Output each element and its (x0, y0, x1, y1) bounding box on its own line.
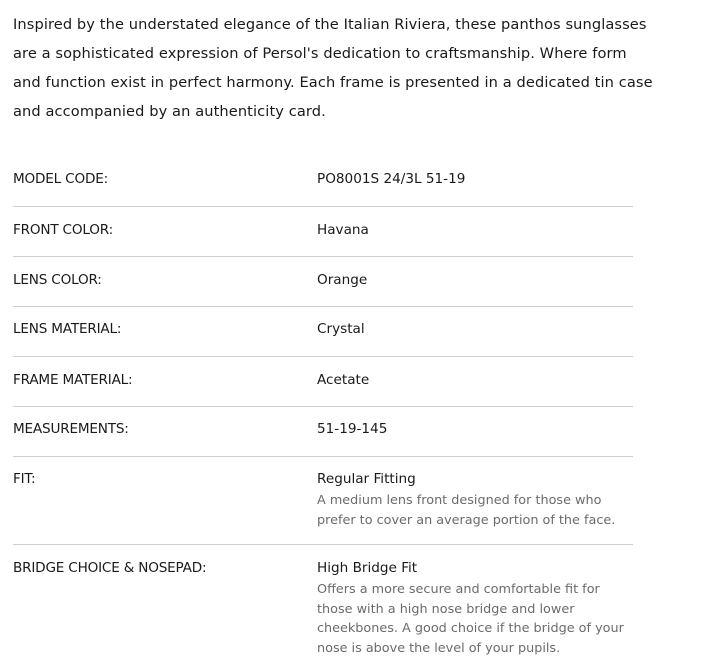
product-description: Inspired by the understated elegance of the Italian Riviera, these panthos sunglasses are a sophisticated expression of Persol's dedication to craftsmanship. Where form and function exist in perfect harmony. Each frame is presented in a dedicated tin case and accompanied by an authenticity card. (13, 16, 653, 120)
spec-label: FRAME MATERIAL: (13, 372, 133, 388)
spec-value: Orange (317, 272, 368, 288)
spec-row-measurements (13, 407, 633, 457)
spec-label: LENS MATERIAL: (13, 321, 122, 337)
spec-label: BRIDGE CHOICE & NOSEPAD: (13, 560, 207, 576)
spec-label: MEASUREMENTS: (13, 421, 129, 437)
spec-row-lens-color (13, 257, 633, 307)
spec-value: PO8001S 24/3L 51-19 (317, 171, 466, 187)
spec-row-front-color (13, 207, 633, 257)
spec-value: Havana (317, 222, 369, 238)
spec-value: 51-19-145 (317, 421, 388, 437)
spec-value (317, 471, 627, 530)
spec-row-lens-material (13, 307, 633, 357)
product-specs-table (13, 157, 633, 663)
spec-row-fit (13, 457, 633, 545)
spec-row-frame-material (13, 357, 633, 407)
spec-value (317, 560, 627, 658)
spec-label: FRONT COLOR: (13, 222, 113, 238)
spec-label: FIT: (13, 471, 36, 487)
spec-value: Crystal (317, 321, 365, 337)
spec-row-bridge-choice (13, 545, 633, 663)
spec-detail: Offers a more secure and comfortable fit for those with a high nose bridge and lower cheekbones. A good choice if the bridge of your nose is above the level of your pupils. (317, 582, 624, 656)
spec-label: LENS COLOR: (13, 272, 102, 288)
spec-label: MODEL CODE: (13, 171, 109, 187)
spec-value: Acetate (317, 372, 370, 388)
spec-value-text: Regular Fitting (317, 471, 416, 487)
spec-value-text: High Bridge Fit (317, 560, 418, 576)
spec-detail: A medium lens front designed for those who prefer to cover an average portion of the face. (317, 493, 616, 528)
spec-row-model-code (13, 157, 633, 207)
